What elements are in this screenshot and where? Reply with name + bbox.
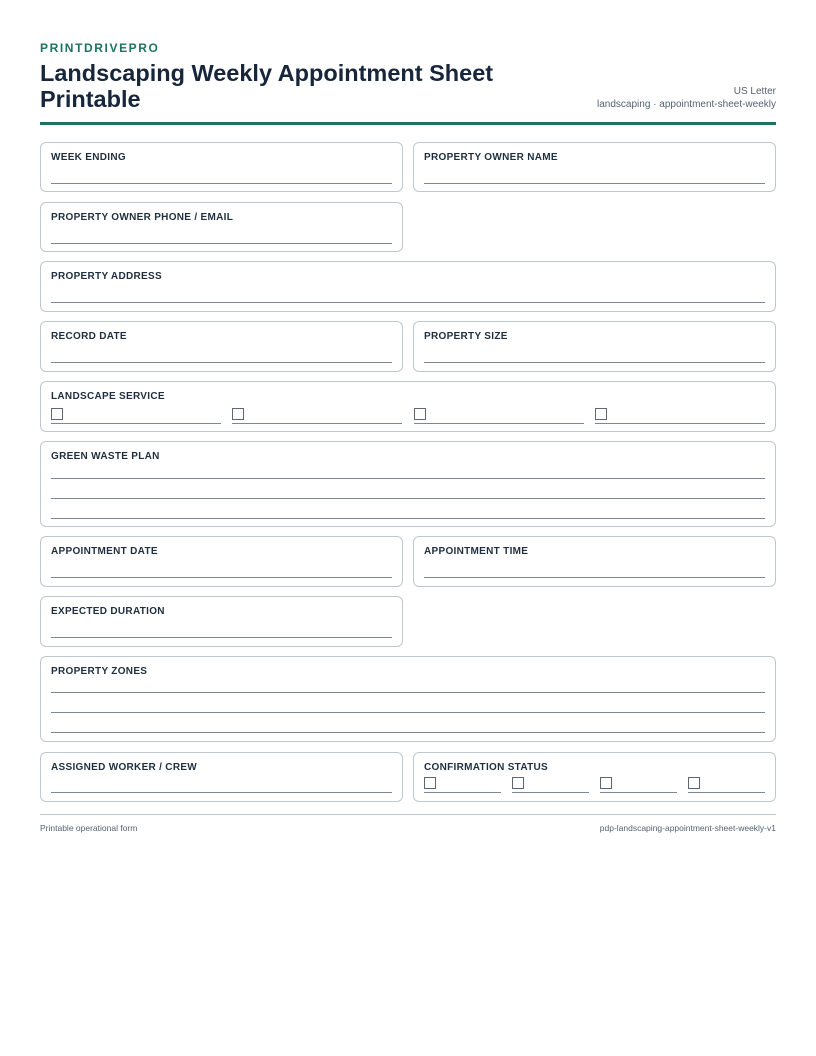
- assigned-worker-input-line[interactable]: [51, 792, 392, 793]
- assigned-worker-label: ASSIGNED WORKER / CREW: [51, 762, 198, 773]
- green-waste-plan-field: [40, 441, 776, 527]
- appointment-time-label: APPOINTMENT TIME: [424, 546, 529, 557]
- week-ending-label: WEEK ENDING: [51, 152, 126, 163]
- green-waste-plan-line[interactable]: [51, 478, 765, 479]
- property-size-label: PROPERTY SIZE: [424, 331, 508, 342]
- property-zones-line[interactable]: [51, 692, 765, 693]
- property-zones-label: PROPERTY ZONES: [51, 666, 148, 677]
- checkbox[interactable]: [595, 408, 607, 420]
- week-ending-field: [40, 142, 403, 192]
- landscape-service-field: [40, 381, 776, 432]
- confirmation-status-option[interactable]: [512, 777, 589, 793]
- confirmation-status-field: [413, 752, 776, 802]
- checkbox[interactable]: [512, 777, 524, 789]
- appointment-time-field: [413, 536, 776, 587]
- property-address-field: [40, 261, 776, 312]
- record-date-label: RECORD DATE: [51, 331, 127, 342]
- appointment-date-field: [40, 536, 403, 587]
- confirmation-status-option[interactable]: [688, 777, 765, 793]
- assigned-worker-field: [40, 752, 403, 802]
- property-address-label: PROPERTY ADDRESS: [51, 271, 162, 282]
- checkbox[interactable]: [51, 408, 63, 420]
- property-zones-line[interactable]: [51, 712, 765, 713]
- expected-duration-input-line[interactable]: [51, 637, 392, 638]
- landscape-service-option[interactable]: [595, 408, 765, 424]
- week-ending-input-line[interactable]: [51, 183, 392, 184]
- brand-logo-text: PRINTDRIVEPRO: [40, 41, 160, 55]
- property-size-field: [413, 321, 776, 372]
- paper-size-label: US Letter: [733, 86, 776, 97]
- property-size-input-line[interactable]: [424, 362, 765, 363]
- footer-description: Printable operational form: [40, 823, 138, 833]
- green-waste-plan-line[interactable]: [51, 518, 765, 519]
- expected-duration-field: [40, 596, 403, 647]
- landscape-service-option[interactable]: [51, 408, 221, 424]
- green-waste-plan-line[interactable]: [51, 498, 765, 499]
- checkbox[interactable]: [688, 777, 700, 789]
- footer-form-id: pdp-landscaping-appointment-sheet-weekly-v1: [599, 823, 776, 833]
- footer-divider: [40, 814, 776, 815]
- appointment-date-input-line[interactable]: [51, 577, 392, 578]
- property-owner-contact-label: PROPERTY OWNER PHONE / EMAIL: [51, 212, 234, 223]
- confirmation-status-option[interactable]: [424, 777, 501, 793]
- appointment-time-input-line[interactable]: [424, 577, 765, 578]
- checkbox[interactable]: [414, 408, 426, 420]
- document-tags: landscaping · appointment-sheet-weekly: [597, 99, 776, 110]
- checkbox[interactable]: [424, 777, 436, 789]
- expected-duration-label: EXPECTED DURATION: [51, 606, 165, 617]
- record-date-field: [40, 321, 403, 372]
- landscape-service-option[interactable]: [232, 408, 402, 424]
- confirmation-status-option[interactable]: [600, 777, 677, 793]
- property-owner-name-field: [413, 142, 776, 192]
- property-owner-contact-input-line[interactable]: [51, 243, 392, 244]
- property-owner-name-label: PROPERTY OWNER NAME: [424, 152, 558, 163]
- document-meta: [597, 85, 776, 111]
- appointment-date-label: APPOINTMENT DATE: [51, 546, 158, 557]
- property-zones-line[interactable]: [51, 732, 765, 733]
- confirmation-status-label: CONFIRMATION STATUS: [424, 762, 549, 773]
- landscape-service-option[interactable]: [414, 408, 584, 424]
- page-title: Landscaping Weekly Appointment Sheet Printable: [40, 60, 494, 112]
- landscape-service-label: LANDSCAPE SERVICE: [51, 391, 165, 402]
- property-owner-name-input-line[interactable]: [424, 183, 765, 184]
- checkbox[interactable]: [600, 777, 612, 789]
- record-date-input-line[interactable]: [51, 362, 392, 363]
- checkbox[interactable]: [232, 408, 244, 420]
- property-zones-field: [40, 656, 776, 742]
- green-waste-plan-label: GREEN WASTE PLAN: [51, 451, 160, 462]
- header-divider: [40, 122, 776, 125]
- property-owner-contact-field: [40, 202, 403, 252]
- property-address-input-line[interactable]: [51, 302, 765, 303]
